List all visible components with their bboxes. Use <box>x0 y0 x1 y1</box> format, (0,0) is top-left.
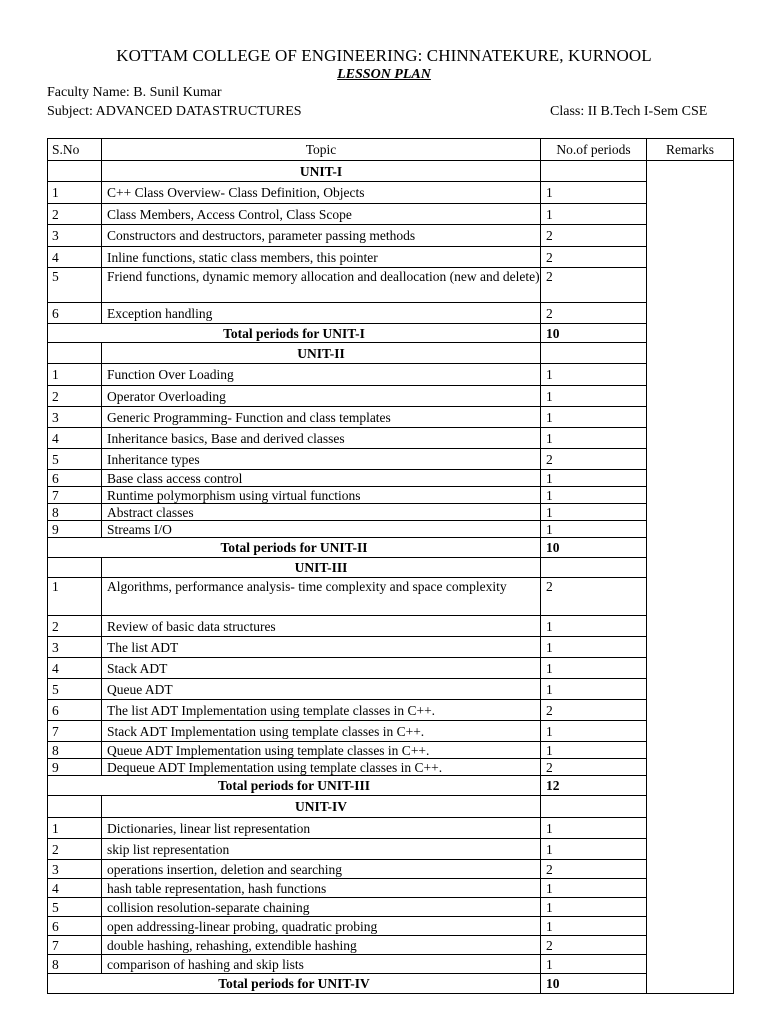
row-periods: 1 <box>541 917 647 936</box>
faculty-name: Faculty Name: B. Sunil Kumar <box>47 85 222 100</box>
row-sno: 2 <box>48 616 102 637</box>
table-row <box>48 182 734 204</box>
unit-total-label: Total periods for UNIT-II <box>48 538 541 558</box>
unit-periods-cell <box>541 796 647 818</box>
table-row <box>48 742 734 759</box>
row-periods: 1 <box>541 679 647 700</box>
row-sno: 5 <box>48 679 102 700</box>
unit-title: UNIT-I <box>102 161 541 182</box>
lesson-plan-table <box>47 138 734 994</box>
table-row <box>48 679 734 700</box>
table-row <box>48 860 734 879</box>
unit-total-row <box>48 776 734 796</box>
row-sno: 1 <box>48 182 102 204</box>
table-row <box>48 759 734 776</box>
row-periods: 2 <box>541 449 647 470</box>
subject-name: Subject: ADVANCED DATASTRUCTURES <box>47 104 302 119</box>
row-sno: 7 <box>48 487 102 504</box>
row-periods: 1 <box>541 879 647 898</box>
row-topic: double hashing, rehashing, extendible hashing <box>102 936 541 955</box>
row-sno: 3 <box>48 225 102 247</box>
unit-total-value: 10 <box>541 538 647 558</box>
row-topic: Friend functions, dynamic memory allocation and deallocation (new and delete) <box>102 268 541 303</box>
table-row <box>48 917 734 936</box>
row-sno: 5 <box>48 268 102 303</box>
table-row <box>48 225 734 247</box>
unit-header-row <box>48 558 734 578</box>
table-row <box>48 818 734 839</box>
row-sno: 5 <box>48 449 102 470</box>
table-row <box>48 721 734 742</box>
unit-sno-cell <box>48 343 102 364</box>
table-header-row <box>48 139 734 161</box>
row-periods: 1 <box>541 182 647 204</box>
row-sno: 2 <box>48 839 102 860</box>
unit-title: UNIT-IV <box>102 796 541 818</box>
row-sno: 3 <box>48 860 102 879</box>
unit-header-row <box>48 796 734 818</box>
row-topic: Constructors and destructors, parameter passing methods <box>102 225 541 247</box>
row-sno: 4 <box>48 879 102 898</box>
table-row <box>48 578 734 616</box>
row-topic: Stack ADT Implementation using template classes in C++. <box>102 721 541 742</box>
table-row <box>48 637 734 658</box>
row-sno: 6 <box>48 700 102 721</box>
row-topic: Exception handling <box>102 303 541 324</box>
row-sno: 3 <box>48 637 102 658</box>
row-topic: Inline functions, static class members, this pointer <box>102 247 541 268</box>
table-row <box>48 204 734 225</box>
row-periods: 1 <box>541 204 647 225</box>
row-periods: 2 <box>541 936 647 955</box>
row-topic: Runtime polymorphism using virtual functions <box>102 487 541 504</box>
row-topic: Algorithms, performance analysis- time complexity and space complexity <box>102 578 541 616</box>
unit-sno-cell <box>48 558 102 578</box>
header-topic: Topic <box>102 139 541 161</box>
row-sno: 8 <box>48 742 102 759</box>
unit-header-row <box>48 343 734 364</box>
unit-total-row <box>48 974 734 994</box>
row-topic: Queue ADT Implementation using template classes in C++. <box>102 742 541 759</box>
row-periods: 1 <box>541 658 647 679</box>
table-row <box>48 700 734 721</box>
table-row <box>48 449 734 470</box>
unit-total-label: Total periods for UNIT-I <box>48 324 541 343</box>
row-periods: 1 <box>541 407 647 428</box>
table-row <box>48 470 734 487</box>
row-topic: Queue ADT <box>102 679 541 700</box>
table-row <box>48 898 734 917</box>
table-row <box>48 247 734 268</box>
row-periods: 1 <box>541 742 647 759</box>
row-sno: 7 <box>48 721 102 742</box>
row-periods: 2 <box>541 268 647 303</box>
row-topic: C++ Class Overview- Class Definition, Objects <box>102 182 541 204</box>
table-row <box>48 839 734 860</box>
row-sno: 4 <box>48 428 102 449</box>
unit-title: UNIT-III <box>102 558 541 578</box>
row-sno: 6 <box>48 303 102 324</box>
unit-total-value: 12 <box>541 776 647 796</box>
row-sno: 1 <box>48 364 102 386</box>
unit-total-value: 10 <box>541 324 647 343</box>
row-periods: 1 <box>541 428 647 449</box>
row-topic: open addressing-linear probing, quadratic probing <box>102 917 541 936</box>
row-sno: 9 <box>48 521 102 538</box>
row-periods: 1 <box>541 637 647 658</box>
table-row <box>48 955 734 974</box>
table-row <box>48 428 734 449</box>
row-topic: comparison of hashing and skip lists <box>102 955 541 974</box>
remarks-cell <box>647 161 734 994</box>
table-row <box>48 303 734 324</box>
row-topic: hash table representation, hash functions <box>102 879 541 898</box>
unit-total-row <box>48 324 734 343</box>
row-sno: 8 <box>48 504 102 521</box>
row-topic: Stack ADT <box>102 658 541 679</box>
table-row <box>48 936 734 955</box>
row-topic: Dequeue ADT Implementation using template classes in C++. <box>102 759 541 776</box>
row-periods: 1 <box>541 955 647 974</box>
unit-sno-cell <box>48 796 102 818</box>
row-periods: 2 <box>541 303 647 324</box>
table-row <box>48 487 734 504</box>
document-title: LESSON PLAN <box>337 67 431 82</box>
row-topic: Class Members, Access Control, Class Scope <box>102 204 541 225</box>
row-topic: The list ADT <box>102 637 541 658</box>
row-topic: The list ADT Implementation using template classes in C++. <box>102 700 541 721</box>
row-sno: 9 <box>48 759 102 776</box>
row-periods: 1 <box>541 521 647 538</box>
row-periods: 1 <box>541 898 647 917</box>
row-sno: 4 <box>48 247 102 268</box>
row-sno: 3 <box>48 407 102 428</box>
row-periods: 1 <box>541 616 647 637</box>
table-row <box>48 407 734 428</box>
class-name: Class: II B.Tech I-Sem CSE <box>550 104 708 119</box>
row-sno: 5 <box>48 898 102 917</box>
row-periods: 2 <box>541 225 647 247</box>
row-sno: 6 <box>48 470 102 487</box>
row-topic: Function Over Loading <box>102 364 541 386</box>
table-row <box>48 521 734 538</box>
row-sno: 2 <box>48 386 102 407</box>
row-periods: 2 <box>541 759 647 776</box>
row-topic: Review of basic data structures <box>102 616 541 637</box>
row-topic: Inheritance basics, Base and derived classes <box>102 428 541 449</box>
row-topic: Inheritance types <box>102 449 541 470</box>
header-remarks: Remarks <box>647 139 734 161</box>
row-topic: Streams I/O <box>102 521 541 538</box>
unit-header-row <box>48 161 734 182</box>
row-topic: Generic Programming- Function and class templates <box>102 407 541 428</box>
unit-title: UNIT-II <box>102 343 541 364</box>
row-topic: Abstract classes <box>102 504 541 521</box>
row-periods: 1 <box>541 364 647 386</box>
row-periods: 2 <box>541 860 647 879</box>
table-row <box>48 386 734 407</box>
unit-periods-cell <box>541 558 647 578</box>
row-periods: 2 <box>541 700 647 721</box>
unit-periods-cell <box>541 161 647 182</box>
unit-sno-cell <box>48 161 102 182</box>
row-sno: 6 <box>48 917 102 936</box>
row-topic: operations insertion, deletion and searching <box>102 860 541 879</box>
unit-periods-cell <box>541 343 647 364</box>
header-periods: No.of periods <box>541 139 647 161</box>
table-row <box>48 364 734 386</box>
row-periods: 1 <box>541 839 647 860</box>
unit-total-label: Total periods for UNIT-IV <box>48 974 541 994</box>
unit-total-label: Total periods for UNIT-III <box>48 776 541 796</box>
table-row <box>48 616 734 637</box>
row-sno: 7 <box>48 936 102 955</box>
row-topic: Base class access control <box>102 470 541 487</box>
row-periods: 1 <box>541 487 647 504</box>
row-sno: 1 <box>48 578 102 616</box>
row-periods: 1 <box>541 386 647 407</box>
table-row <box>48 268 734 303</box>
header-sno: S.No <box>48 139 102 161</box>
table-row <box>48 658 734 679</box>
row-periods: 1 <box>541 818 647 839</box>
unit-total-value: 10 <box>541 974 647 994</box>
table-row <box>48 879 734 898</box>
unit-total-row <box>48 538 734 558</box>
table-row <box>48 504 734 521</box>
row-periods: 1 <box>541 470 647 487</box>
row-topic: Operator Overloading <box>102 386 541 407</box>
row-periods: 2 <box>541 247 647 268</box>
row-periods: 1 <box>541 504 647 521</box>
row-periods: 2 <box>541 578 647 616</box>
row-topic: collision resolution-separate chaining <box>102 898 541 917</box>
college-name: KOTTAM COLLEGE OF ENGINEERING: CHINNATEKURE, KURNOOL <box>116 46 652 65</box>
row-sno: 2 <box>48 204 102 225</box>
row-topic: skip list representation <box>102 839 541 860</box>
row-sno: 4 <box>48 658 102 679</box>
row-sno: 8 <box>48 955 102 974</box>
row-periods: 1 <box>541 721 647 742</box>
row-topic: Dictionaries, linear list representation <box>102 818 541 839</box>
row-sno: 1 <box>48 818 102 839</box>
